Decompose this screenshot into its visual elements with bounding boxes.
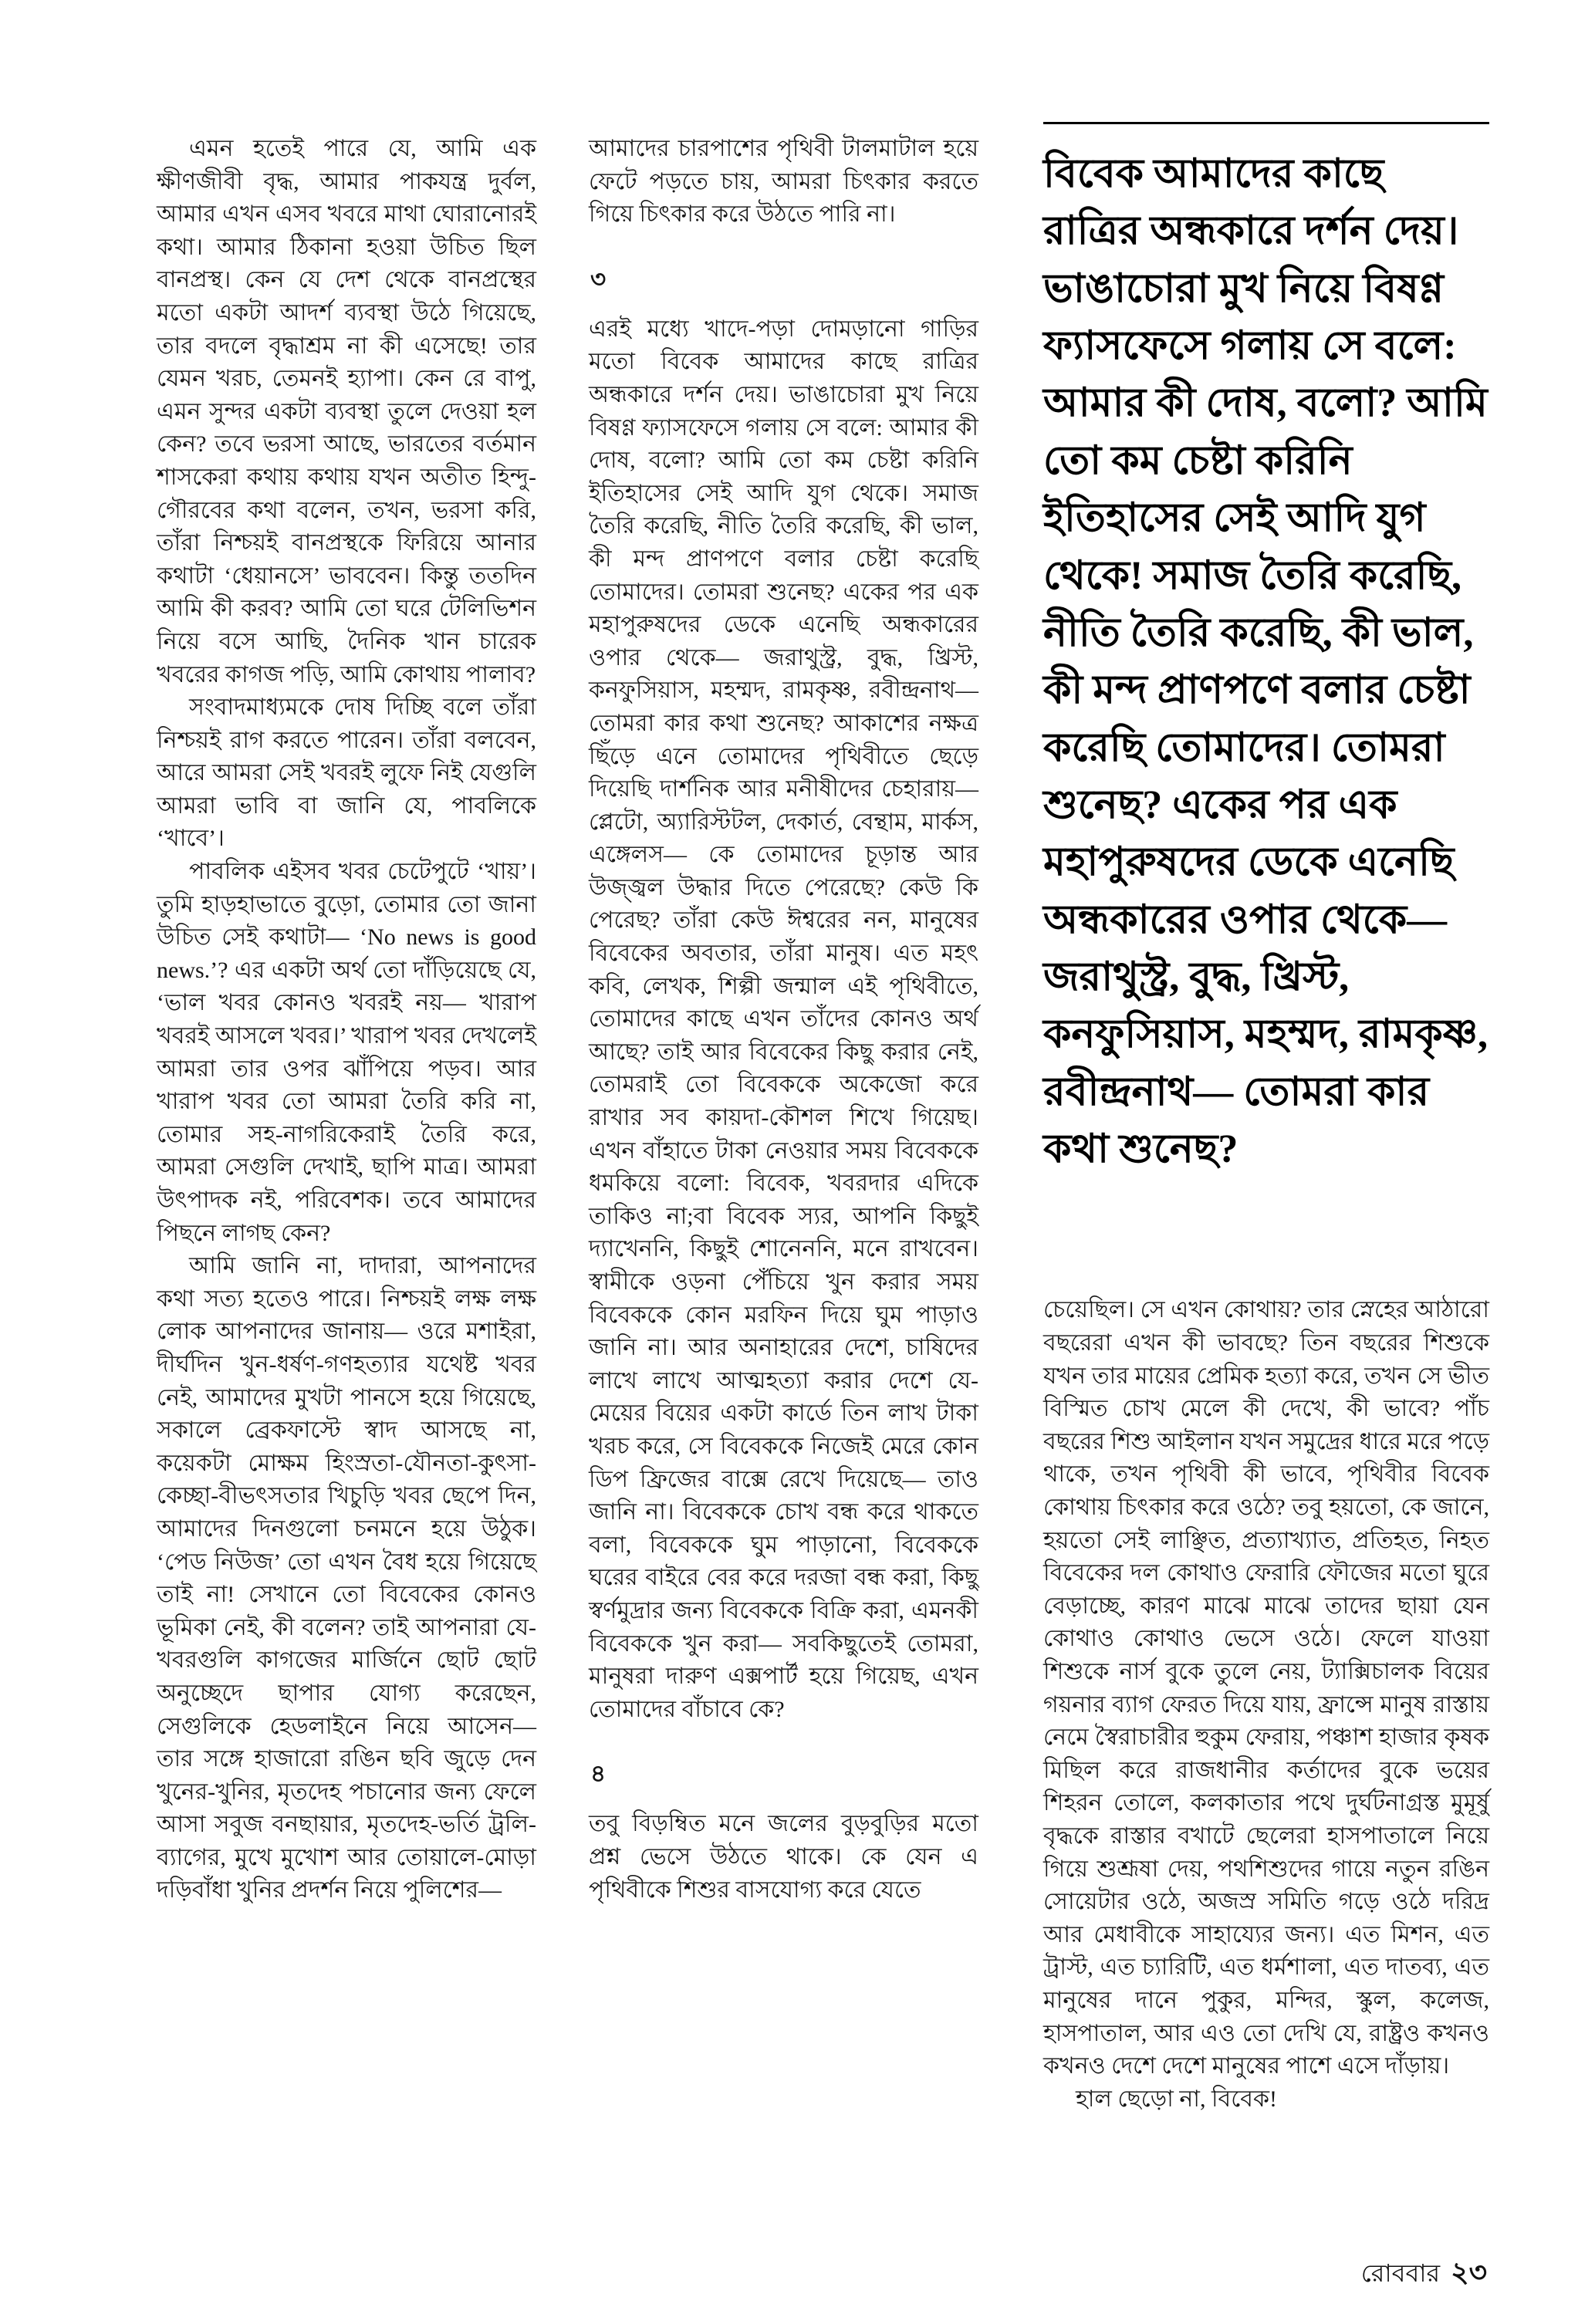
paragraph: এমন হতেই পারে যে, আমি এক ক্ষীণজীবী বৃদ্ধ, আমার পাকযন্ত্র দুর্বল, আমার এখন এসব খবরে মাথা ঘোরানোরই কথা। আমার ঠিকানা হওয়া উচিত ছিল বানপ্রস্থ। কেন যে দেশ থেকে বানপ্রস্থের মতো একটা আদর্শ ব্যবস্থা উঠে গিয়েছে, তার বদলে বৃদ্ধাশ্রম না কী এসেছে! তার যেমন খরচ, তেমনই হ্যাপা। কেন রে বাপু, এমন সুন্দর একটা ব্যবস্থা তুলে দেওয়া হল কেন? তবে ভরসা আছে, ভারতের বর্তমান শাসকেরা কথায় কথায় যখন অতীত হিন্দু-গৌরবের কথা বলেন, তখন, ভরসা করি, তাঁরা নিশ্চয়ই বানপ্রস্থকে ফিরিয়ে আনার কথাটা ‘ধেয়ানসে’ ভাববেন। কিন্তু ততদিন আমি কী করব? আমি তো ঘরে টেলিভিশন নিয়ে বসে আছি, দৈনিক খান চারেক খবরের কাগজ পড়ি, আমি কোথায় পালাব?: [157, 136, 536, 687]
column-right: [1043, 122, 1489, 2116]
section-4-paragraph: তবু বিড়ম্বিত মনে জলের বুড়বুড়ির মতো প্রশ্ন ভেসে উঠতে থাকে। কে যেন এ পৃথিবীকে শিশুর বাসযোগ্য করে যেতে: [589, 1811, 978, 1903]
column-left: [157, 133, 536, 1907]
pullquote: বিবেক আমাদের কাছে রাত্রির অন্ধকারে দর্শন দেয়। ভাঙাচোরা মুখ নিয়ে বিষণ্ণ ফ্যাসফেসে গলায় সে বলে: আমার কী দোষ, বলো? আমি তো কম চেষ্টা করিনি ইতিহাসের সেই আদি যুগ থেকে! সমাজ তৈরি করেছি, নীতি তৈরি করেছি, কী ভাল, কী মন্দ প্রাণপণে বলার চেষ্টা করেছি তোমাদের। তোমরা শুনেছ? একের পর এক মহাপুরুষদের ডেকে এনেছি অন্ধকারের ওপার থেকে— জরাথুস্ট্র, বুদ্ধ, খ্রিস্ট, কনফুসিয়াস, মহম্মদ, রামকৃষ্ণ, রবীন্দ্রনাথ— তোমরা কার কথা শুনেছ?: [1043, 152, 1488, 1172]
paragraph: আমি জানি না, দাদারা, আপনাদের কথা সত্য হতেও পারে। নিশ্চয়ই লক্ষ লক্ষ লোক আপনাদের জানায়— ওরে মশাইরা, দীর্ঘদিন খুন-ধর্ষণ-গণহত্যার যথেষ্ট খবর নেই, আমাদের মুখটা পানসে হয়ে গিয়েছে, সকালে ব্রেকফাস্টে স্বাদ আসছে না, কয়েকটা মোক্ষম হিংস্রতা-যৌনতা-কুৎসা-কেচ্ছা-বীভৎসতার খিচুড়ি খবর ছেপে দিন, আমাদের দিনগুলো চনমনে হয়ে উঠুক। ‘পেড নিউজ’ তো এখন বৈধ হয়ে গিয়েছে তাই না! সেখানে তো বিবেকের কোনও ভূমিকা নেই, কী বলেন? তাই আপনারা যে-খবরগুলি কাগজের মার্জিনে ছোট ছোট অনুচ্ছেদে ছাপার যোগ্য করেছেন, সেগুলিকে হেডলাইনে নিয়ে আসেন— তার সঙ্গে হাজারো রঙিন ছবি জুড়ে দেন খুনের-খুনির, মৃতদেহ পচানোর জন্য ফেলে আসা সবুজ বনছায়ার, মৃতদেহ-ভর্তি ট্রলি-ব্যাগের, মুখে মুখোশ আর তোয়ালে-মোড়া দড়িবাঁধা খুনির প্রদর্শন নিয়ে পুলিশের—: [157, 1253, 536, 1903]
paragraph: পাবলিক এইসব খবর চেটেপুটে ‘খায়’। তুমি হাড়হাভাতে বুড়ো, তোমার তো জানা উচিত সেই কথাটা— ‘No news is good news.’? এর একটা অর্থ তো দাঁড়িয়েছে যে, ‘ভাল খবর কোনও খবরই নয়— খারাপ খবরই আসলে খবর।’ খারাপ খবর দেখলেই আমরা তার ওপর ঝাঁপিয়ে পড়ব। আর খারাপ খবর তো আমরা তৈরি করি না, তোমার সহ-নাগরিকেরাই তৈরি করে, আমরা সেগুলি দেখাই, ছাপি মাত্র। আমরা উৎপাদক নই, পরিবেশক। তবে আমাদের পিছনে লাগছ কেন?: [157, 859, 536, 1246]
magazine-name: রোববার: [1360, 2259, 1441, 2287]
page-footer: [1361, 2251, 1487, 2298]
column-middle: [589, 133, 978, 1907]
closing-line: হাল ছেড়ো না, বিবেক!: [1076, 2086, 1277, 2112]
section-number-4: ৪: [590, 1760, 607, 1788]
pullquote-rule: [1043, 122, 1489, 124]
paragraph: সংবাদমাধ্যমকে দোষ দিচ্ছি বলে তাঁরা নিশ্চয়ই রাগ করতে পারেন। তাঁরা বলবেন, আরে আমরা সেই খবরই লুফে নিই যেগুলি আমরা ভাবি বা জানি যে, পাবলিকে ‘খাবে’।: [157, 694, 536, 852]
section-3-paragraph: এরই মধ্যে খাদে-পড়া দোমড়ানো গাড়ির মতো বিবেক আমাদের কাছে রাত্রির অন্ধকারে দর্শন দেয়। ভাঙাচোরা মুখ নিয়ে বিষণ্ণ ফ্যাসফেসে গলায় সে বলে: আমার কী দোষ, বলো? আমি তো কম চেষ্টা করিনি ইতিহাসের সেই আদি যুগ থেকে। সমাজ তৈরি করেছি, নীতি তৈরি করেছি, কী ভাল, কী মন্দ প্রাণপণে বলার চেষ্টা করেছি তোমাদের। তোমরা শুনেছ? একের পর এক মহাপুরুষদের ডেকে এনেছি অন্ধকারের ওপার থেকে— জরাথুস্ট্র, বুদ্ধ, খ্রিস্ট, কনফুসিয়াস, মহম্মদ, রামকৃষ্ণ, রবীন্দ্রনাথ— তোমরা কার কথা শুনেছ? আকাশের নক্ষত্র ছিঁড়ে এনে তোমাদের পৃথিবীতে ছেড়ে দিয়েছি দার্শনিক আর মনীষীদের চেহারায়— প্লেটো, অ্যারিস্টটল, দেকার্ত, বেন্থাম, মার্কস, এঙ্গেলস— কে তোমাদের চূড়ান্ত আর উজ্জ্বল উদ্ধার দিতে পেরেছে? কেউ কি পেরেছ? তাঁরা কেউ ঈশ্বরের নন, মানুষের বিবেকের অবতার, তাঁরা মানুষ। এত মহৎ কবি, লেখক, শিল্পী জন্মাল এই পৃথিবীতে, তোমাদের কাছে এখন তাঁদের কোনও অর্থ আছে? তাই আর বিবেকের কিছু করার নেই, তোমরাই তো বিবেককে অকেজো করে রাখার সব কায়দা-কৌশল শিখে গিয়েছ। এখন বাঁহাতে টাকা নেওয়ার সময় বিবেককে ধমকিয়ে বলো: বিবেক, খবরদার এদিকে তাকিও না;বা বিবেক স্যর, আপনি কিছুই দ্যাখেননি, কিছুই শোনেননি, মনে রাখবেন। স্বামীকে ওড়না পেঁচিয়ে খুন করার সময় বিবেককে কোন মরফিন দিয়ে ঘুম পাড়াও জানি না। আর অনাহারের দেশে, চাষিদের লাখে লাখে আত্মহত্যা করার দেশে যে-মেয়ের বিয়ের একটা কার্ডে তিন লাখ টাকা খরচ করে, সে বিবেককে নিজেই মেরে কোন ডিপ ফ্রিজের বাক্সে রেখে দিয়েছে— তাও জানি না। বিবেককে চোখ বন্ধ করে থাকতে বলা, বিবেককে ঘুম পাড়ানো, বিবেককে ঘরের বাইরে বের করে দরজা বন্ধ করা, কিছু স্বর্ণমুদ্রার জন্য বিবেককে বিক্রি করা, এমনকী বিবেককে খুন করা— সবকিছুতেই তোমরা, মানুষরা দারুণ এক্সপার্ট হয়ে গিয়েছ, এখন তোমাদের বাঁচাবে কে?: [589, 316, 978, 1722]
section-number-3: ৩: [590, 265, 607, 292]
page-number: ২৩: [1451, 2257, 1487, 2288]
paragraph-continuation: চেয়েছিল। সে এখন কোথায়? তার স্নেহের আঠারো বছরেরা এখন কী ভাবছে? তিন বছরের শিশুকে যখন তার মায়ের প্রেমিক হত্যা করে, তখন সে ভীত বিস্মিত চোখ মেলে কী দেখে, কী ভাবে? পাঁচ বছরের শিশু আইলান যখন সমুদ্রের ধারে মরে পড়ে থাকে, তখন পৃথিবী কী ভাবে, পৃথিবীর বিবেক কোথায় চিৎকার করে ওঠে? তবু হয়তো, কে জানে, হয়তো সেই লাঞ্ছিত, প্রত্যাখ্যাত, প্রতিহত, নিহত বিবেকের দল কোথাও ফেরারি ফৌজের মতো ঘুরে বেড়াচ্ছে, কারণ মাঝে মাঝে তাদের ছায়া যেন কোথাও কোথাও ভেসে ওঠে। ফেলে যাওয়া শিশুকে নার্স বুকে তুলে নেয়, ট্যাক্সিচালক বিয়ের গয়নার ব্যাগ ফেরত দিয়ে যায়, ফ্রান্সে মানুষ রাস্তায় নেমে স্বৈরাচারীর হুকুম ফেরায়, পঞ্চাশ হাজার কৃষক মিছিল করে রাজধানীর কর্তাদের বুকে ভয়ের শিহরন তোলে, কলকাতার পথে দুর্ঘটনাগ্রস্ত মুমূর্ষু বৃদ্ধকে রাস্তার বখাটে ছেলেরা হাসপাতালে নিয়ে গিয়ে শুশ্রূষা দেয়, পথশিশুদের গায়ে নতুন রঙিন সোয়েটার ওঠে, অজস্র সমিতি গড়ে ওঠে দরিদ্র আর মেধাবীকে সাহায্যের জন্য। এত মিশন, এত ট্রাস্ট, এত চ্যারিটি, এত ধর্মশালা, এত দাতব্য, এত মানুষের দানে পুকুর, মন্দির, স্কুল, কলেজ, হাসপাতাল, আর এও তো দেখি যে, রাষ্ট্রও কখনও কখনও দেশে দেশে মানুষের পাশে এসে দাঁড়ায়।: [1043, 1297, 1489, 2079]
paragraph-continuation: আমাদের চারপাশের পৃথিবী টালমাটাল হয়ে ফেটে পড়তে চায়, আমরা চিৎকার করতে গিয়ে চিৎকার করে উঠতে পারি না।: [589, 136, 978, 228]
